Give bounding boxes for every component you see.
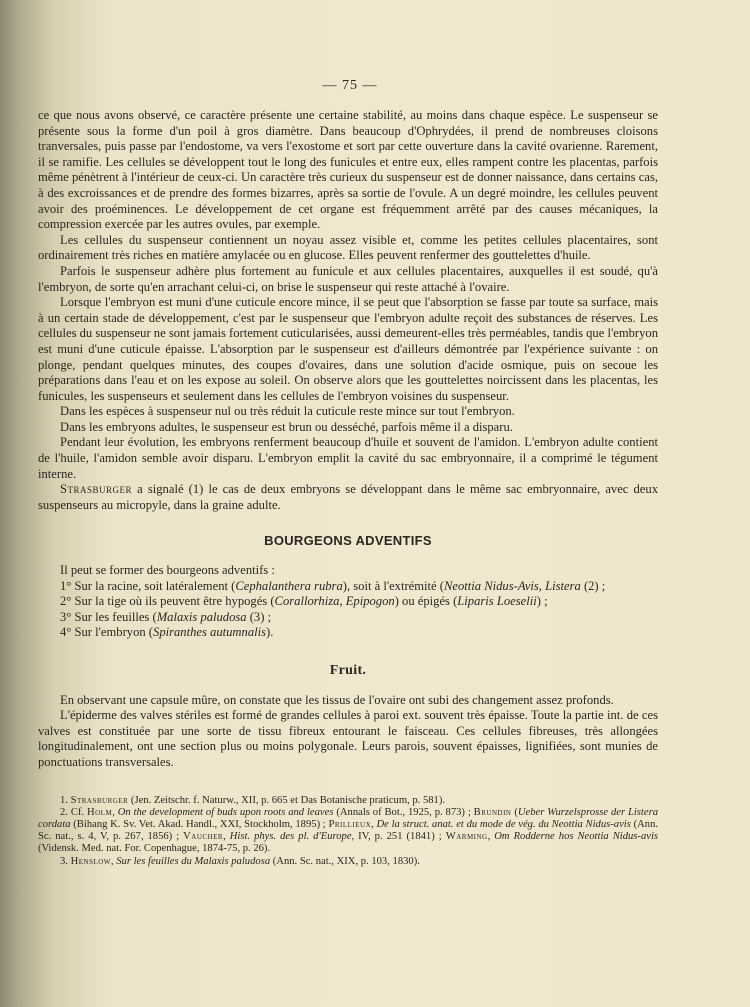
list-intro: Il peut se former des bourgeons adventifs : [60,563,275,578]
list-item: 3° Sur les feuilles (Malaxis paludosa (3) ; [60,609,272,624]
footnote-3: 3. Henslow, Sur les feuilles du Malaxis paludosa (Ann. Sc. nat., XIX, p. 103, 1830). [60,855,420,867]
paragraph-text: a signalé (1) le cas de deux embryons se développant dans le même sac embryonnaire, avec deux suspenseurs au micropyle, dans la graine adulte. [38,482,658,512]
list-item: 1° Sur la racine, soit latéralement (Cephalanthera rubra), soit à l'extrémité (Neottia Nidus-Avis, Listera (2) ; [60,578,606,593]
bourgeons-list [38,563,658,641]
paragraph: Les cellules du suspenseur contiennent un noyau assez visible et, comme les petites cellules placentaires, sont ordinairement très riches en matière amylacée ou en glucose. Elles peuvent renfermer des gouttelettes d'huile. [38,232,658,263]
paragraph: ce que nous avons observé, ce caractère présente une certaine stabilité, au moins dans chaque espèce. Le suspenseur se présente sous la forme d'un poil à gros diamètre. Dans beaucoup d'Ophrydées, il prend de nombreuses cloisons tranversales, puis passe par l'endostome, va vers l'exostome et sort par cette ouverture dans la cavité ovarienne. Rarement, il se ramifie. Les cellules se développent tout le long des funicules et entre eux, elles rampent contre les placentas, parfois même pénètrent à l'intérieur de ceux-ci. Un caractère très curieux du suspenseur est de donner naissance, dans certains cas, à des excroissances et de prendre des formes bizarres, après sa sortie de l'ovule. A un degré moindre, les cellules peuvent avoir des proéminences. Le développement de cet organe est fréquemment arrêté par des causes mécaniques, la compression exercée par les autres ovules, par exemple. [38,108,658,232]
paragraph: Parfois le suspenseur adhère plus fortement au funicule et aux cellules placentaires, auxquelles il est soudé, qu'à l'embryon, de sorte qu'en arrachant celui-ci, on brise le suspenseur qui reste attaché à l'ovaire. [38,263,658,294]
page-number: — 75 — [322,78,378,93]
footnote-1: 1. Strasburger (Jen. Zeitschr. f. Naturw., XII, p. 665 et Das Botanische praticum, p. 581). [60,794,446,806]
section-title-fruit: Fruit. [329,663,367,678]
paragraph: En observant une capsule mûre, on constate que les tissus de l'ovaire ont subi des changement assez profonds. [60,692,614,707]
strasburger-paragraph [38,482,658,513]
section-title-bourgeons: BOURGEONS ADVENTIFS [264,533,432,549]
list-item: 4° Sur l'embryon (Spiranthes autumnalis). [60,625,274,640]
paragraph: Dans les embryons adultes, le suspenseur est brun ou desséché, parfois même il a disparu. [60,419,513,434]
paragraph: Dans les espèces à suspenseur nul ou très réduit la cuticule reste mince sur tout l'embryon. [60,404,515,419]
author-name: Strasburger [60,482,133,497]
paragraph: L'épiderme des valves stériles est formé de grandes cellules à paroi ext. souvent très épaisse. Toute la partie int. de ces valves est constituée par une sorte de tissu fibreux entourant le faisceau. Ces cellules fibreuses, très allongées longitudinalement, ont une section plus ou moins polygonale. Leurs parois, souvent épaisses, lignifiées, sont munies de ponctuations transversales. [38,708,658,769]
paragraph: Lorsque l'embryon est muni d'une cuticule encore mince, il se peut que l'absorption se fasse par toute sa surface, mais à un certain stade de développement, c'est par le suspenseur que l'embryon adulte reçoit des substances de réserves. Les cellules du suspenseur ne sont jamais fortement cuticularisées, aussi demeurent-elles très perméables, tandis que l'embryon est muni d'une cuticule épaisse. L'absorption par le suspenseur est d'ailleurs démontrée par l'expérience suivante : on plonge, pendant quelques minutes, des coupes d'ovaires, dans une solution d'acide osmique, puis on secoue les préparations dans l'eau et on les expose au soleil. On observe alors que les gouttelettes noircissent dans les placentas, les funicules, les suspenseurs et seulement dans les cellules de l'embryon voisines du suspenseur. [38,295,658,403]
footnote-2: 2. Cf. Holm, On the development of buds upon roots and leaves (Annals of Bot., 1925, p. 873) ; Brundin (Ueber Wurzelsprosse der Listera cordata (Bihang K. Sv. Vet. Akad. Handl., XXI, Stockholm, 1895) ; Prillieux, De la struct. anat. et du mode de vég. du Neottia Nidus-avis (Ann. Sc. nat., s. 4, V, p. 267, 1856) ; Vaucher, Hist. phys. des pl. d'Europe, IV, p. 251 (1841) ; Warming, Om Rodderne hos Neottia Nidus-avis (Vidensk. Med. nat. For. Copenhague, 1874-75, p. 26). [38,806,659,855]
body-text [38,108,658,868]
list-item: 2° Sur la tige où ils peuvent être hypogés (Corallorhiza, Epipogon) ou épigés (Liparis Loeselii) ; [60,594,548,609]
footnotes [38,795,658,868]
paragraph: Pendant leur évolution, les embryons renferment beaucoup d'huile et souvent de l'amidon. L'embryon adulte contient de l'huile, l'amidon semble avoir disparu. L'embryon emplit la cavité du sac embryonnaire, il a comprimé le tégument interne. [38,435,658,481]
